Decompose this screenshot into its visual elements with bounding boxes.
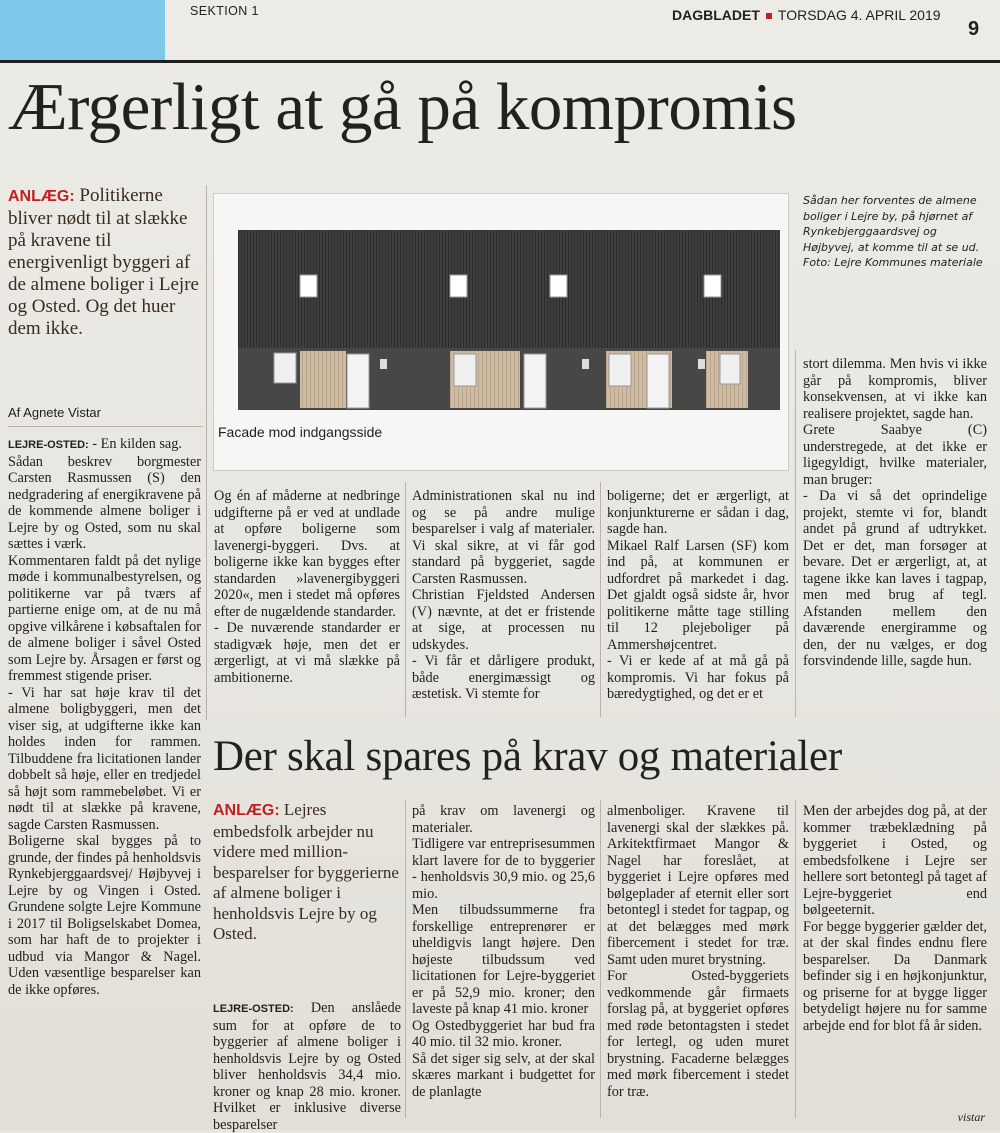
article1-lead-text: Politikerne bliver nødt til at slække på kravene til energivenligt byggeri af de almene boliger i Lejre og Osted. Og det huer dem ikke.: [8, 185, 199, 339]
small-window: [582, 359, 589, 369]
paragraph: - Da vi så det oprindelige projekt, stemte vi for, blandt andet på grund af udtrykket. Det er det, man forsøger at bevare. Det er ærgerligt, at, at tagene ikke kan laves i tagpap, men med brug af tegl. Afstanden mellem den daværende energiramme og den, der nu vælges, er dog forsvindende lille, sagde hun.: [803, 488, 987, 669]
paragraph: boligerne; det er ærgerligt, at konjunkturerne er sådan i dag, sagde han.: [607, 488, 789, 537]
header-rule: [0, 60, 1000, 63]
paragraph: Og Ostedbyggeriet har bud fra 40 mio. til 32 mio. kroner.: [412, 1017, 595, 1050]
article2-column-3: [607, 803, 789, 1100]
article1-headline: Ærgerligt at gå på kompromis: [8, 70, 797, 144]
small-window: [380, 359, 387, 369]
column-rule: [405, 800, 406, 1118]
small-window: [698, 359, 705, 369]
paragraph: Tidligere var entreprisesummen klart lavere for de to byggerier - henholdsvis 30,9 mio. og 25,6 mio.: [412, 836, 595, 902]
article1-column-3: [412, 488, 595, 703]
door: [347, 354, 369, 408]
paragraph: Grete Saabye (C) understregede, at det ikke er ligegyldigt, hvilke materialer, man bruger:: [803, 422, 987, 488]
paragraph: Boligerne skal bygges på to grunde, der findes på henholdsvis Rynkebjerggaardsvej/ Højbyvej i Lejre by og Vingen i Osted. Grundene solgte Lejre Kommune i 2017 til Boligselskabet Domea, som har haft de to projekter i udbud via Mangor & Nagel. Uden væsentlige besparelser kan de ikke opføres.: [8, 833, 201, 998]
masthead: [672, 7, 941, 23]
paragraph: - En kilden sag.: [92, 436, 182, 452]
paper-name: DAGBLADET: [672, 7, 760, 23]
door: [647, 354, 669, 408]
article1-lead: [8, 185, 203, 340]
article2-lead: [213, 800, 401, 945]
wood-panel: [300, 351, 346, 408]
column-rule: [795, 800, 796, 1118]
page-number: 9: [968, 18, 980, 40]
paragraph: Sådan beskrev borgmester Carsten Rasmussen (S) den nedgradering af energikravene på de kommende almene boliger i Lejre by og Osted, som nu skal sættes i værk.: [8, 453, 201, 552]
roof-window: [450, 275, 467, 297]
article1-column-1: [8, 436, 201, 998]
image-caption: [803, 193, 991, 271]
article2-lead-text: Lejres embedsfolk arbejder nu videre med million-besparelser for byggerierne af almene boliger i henholdsvis Lejre by og Osted.: [213, 800, 399, 943]
article1-byline: Af Agnete Vistar: [8, 405, 101, 420]
byline-rule: [8, 426, 203, 427]
article2-kicker: ANLÆG:: [213, 802, 280, 819]
paragraph: - Vi får et dårligere produkt, både energimæssigt og æstetisk. Vi stemte for: [412, 653, 595, 702]
window: [274, 353, 296, 383]
paragraph: Og én af måderne at nedbringe udgifterne på er ved at undlade at opføre boligerne som lavenergi-byggeri. Dvs. at boligerne ikke kan bygges efter standarden »lavenergibyggeri 2020«, men i stedet må opføres efter de nugældende standarder.: [214, 488, 400, 620]
paragraph: - Vi har sat høje krav til det almene boligbyggeri, men det viser sig, at udgifterne ikke kan holdes inden for rammen. Tilbuddene fra licitationen lander dobbelt så høje, eller en tredjedel så højt som rammebeløbet. Vi er nødt til at slække på kravene, sagde Carsten Rasmussen.: [8, 684, 201, 833]
article2-column-4: [803, 803, 987, 1034]
article1-dateline: LEJRE-OSTED:: [8, 439, 89, 451]
paragraph: Men tilbudssummerne fra forskellige entreprenører er uheldigvis langt højere. Den højeste tilbudssum ved licitationen for Lejre-byggeriet er på 52,9 mio. kroner; den laveste på knap 41 mio. kroner: [412, 902, 595, 1017]
paragraph: - De nuværende standarder er stadigvæk høje, men det er ærgerligt, at vi må slække på ambitionerne.: [214, 620, 400, 686]
paragraph: Kommentaren faldt på det nylige møde i kommunalbestyrelsen, og politikerne var på tværs af partierne enige om, at de nu må opgive vilkårene i købsaftalen for de almene boliger i såvel Osted som Lejre by. Årsagen er først og fremmest stigende priser.: [8, 552, 201, 684]
paragraph: For Osted-byggeriets vedkommende går firmaets forslag på, at byggeriet opføres med røde betontagsten i stedet for lertegl, og uden muret brystning. Facaderne belægges med mørk fibercement i stedet for træ.: [607, 968, 789, 1100]
roof-window: [550, 275, 567, 297]
section-color-tab: [0, 0, 165, 62]
roof: [238, 230, 780, 348]
paragraph: For begge byggerier gælder det, at der skal findes endnu flere besparelser. Da Danmark befinder sig i en højkonjunktur, og priserne for at bygge ligger betydeligt højere nu for samme arbejde end for blot få år siden.: [803, 918, 987, 1034]
column-rule: [600, 482, 601, 717]
paragraph: Administrationen skal nu ind og se på andre mulige besparelser i valg af materialer. Vi skal sikre, at vi får god standard på byggeriet, sagde Carsten Rasmussen.: [412, 488, 595, 587]
paragraph: Mikael Ralf Larsen (SF) kom ind på, at kommunen er udfordret på markedet i dag. Det gjaldt også sidste år, hvor politikerne måtte tage stilling til 12 plejeboliger på Ammershøjcentret.: [607, 537, 789, 653]
door: [524, 354, 546, 408]
article2-column-2: [412, 803, 595, 1100]
roof-window: [704, 275, 721, 297]
paragraph: Men der arbejdes dog på, at der kommer træbeklædning på byggeriet i Osted, og embedsfolkene i Lejre ser hellere sort betontegl på taget af Lejre-byggeriet end bølgeeternit.: [803, 803, 987, 918]
drawing-label: Facade mod indgangsside: [218, 424, 383, 440]
column-rule: [206, 185, 207, 720]
window: [720, 354, 740, 384]
issue-date: TORSDAG 4. APRIL 2019: [777, 7, 941, 23]
column-rule: [405, 482, 406, 717]
column-rule: [795, 350, 796, 717]
paragraph: almenboliger. Kravene til lavenergi skal der slækkes på. Arkitektfirmaet Mangor & Nagel har foreslået, at byggeriet i Lejre opføres med bølgeplader af eternit eller sort betontegl i stedet for tagpap, og at det belægges med mørk fibercement i stedet for træ. Samt uden muret brystning.: [607, 803, 789, 968]
paragraph: Den anslåede sum for at opføre de to byggerier af almene boliger i henholdsvis Lejre by og Osted bliver henholdsvis 34,4 mio. kroner og knap 28 mio. kroner. Hvilket er inklusive diverse besparelser: [213, 1000, 401, 1133]
paragraph: Christian Fjeldsted Andersen (V) nævnte, at det er fristende at sige, at processen nu udskydes.: [412, 587, 595, 653]
column-rule: [600, 800, 601, 1118]
article2-column-1: [213, 1000, 401, 1133]
paragraph: - Vi er kede af at må gå på kompromis. Vi har fokus på bæredygtighed, og det er et: [607, 653, 789, 702]
paragraph: Så det siger sig selv, at der skal skæres markant i budgettet for de planlagte: [412, 1050, 595, 1100]
author-signature: vistar: [957, 1110, 985, 1124]
paragraph: på krav om lavenergi og materialer.: [412, 803, 595, 836]
caption-text: Sådan her forventes de almene boliger i Lejre by, på hjørnet af Rynkebjerggaardsvej og Højbyvej, at komme til at se ud.: [803, 194, 980, 254]
window: [454, 354, 476, 386]
article2-dateline: LEJRE-OSTED:: [213, 1003, 294, 1015]
article1-column-5: [803, 356, 987, 670]
paragraph: stort dilemma. Men hvis vi ikke går på kompromis, bliver konsekvensen, at vi ikke kan realisere projektet, sagde han.: [803, 356, 987, 422]
article2-headline: Der skal spares på krav og materialer: [213, 733, 842, 780]
article1-column-2: [214, 488, 400, 686]
roof-window: [300, 275, 317, 297]
window: [609, 354, 631, 386]
caption-credit: Foto: Lejre Kommunes materiale: [803, 256, 983, 269]
article1-column-4: [607, 488, 789, 703]
section-label: SEKTION 1: [190, 4, 259, 18]
article1-kicker: ANLÆG:: [8, 188, 75, 205]
separator-square: [766, 13, 772, 19]
